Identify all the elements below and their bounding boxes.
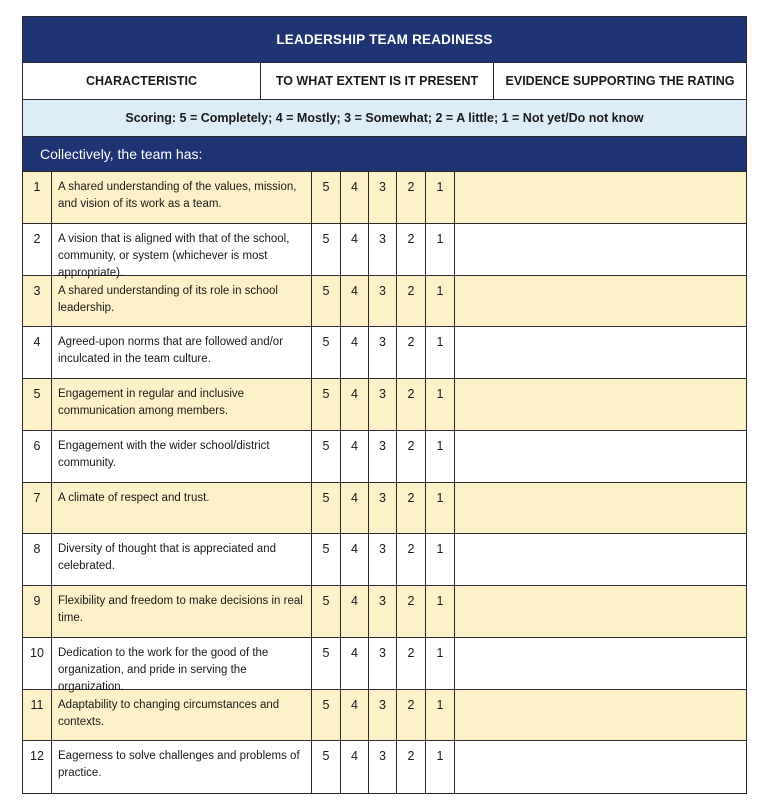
evidence-cell[interactable] [455,276,746,327]
score-option-3[interactable]: 3 [369,690,397,741]
score-option-4[interactable]: 4 [341,172,369,223]
row-number: 5 [23,379,52,430]
row-characteristic: Eagerness to solve challenges and problems of practice. [52,741,312,793]
table-row [23,690,746,742]
score-option-4[interactable]: 4 [341,638,369,689]
score-option-1[interactable]: 1 [426,586,455,637]
evidence-cell[interactable] [455,431,746,482]
evidence-cell[interactable] [455,379,746,430]
row-characteristic: A climate of respect and trust. [52,483,312,534]
row-number: 2 [23,224,52,275]
row-characteristic: Engagement in regular and inclusive communication among members. [52,379,312,430]
score-option-1[interactable]: 1 [426,379,455,430]
table-row [23,172,746,224]
evidence-cell[interactable] [455,741,746,793]
header-characteristic: CHARACTERISTIC [23,63,261,99]
score-option-3[interactable]: 3 [369,276,397,327]
score-option-1[interactable]: 1 [426,327,455,378]
score-option-5[interactable]: 5 [312,534,341,585]
evidence-cell[interactable] [455,690,746,741]
score-option-2[interactable]: 2 [397,327,426,378]
score-option-3[interactable]: 3 [369,431,397,482]
row-characteristic: Adaptability to changing circumstances and contexts. [52,690,312,741]
row-number: 10 [23,638,52,689]
score-option-1[interactable]: 1 [426,431,455,482]
row-characteristic: Diversity of thought that is appreciated and celebrated. [52,534,312,585]
header-extent: TO WHAT EXTENT IS IT PRESENT [261,63,494,99]
score-option-5[interactable]: 5 [312,638,341,689]
score-option-5[interactable]: 5 [312,327,341,378]
row-number: 8 [23,534,52,585]
score-option-4[interactable]: 4 [341,431,369,482]
score-option-3[interactable]: 3 [369,224,397,275]
score-option-1[interactable]: 1 [426,534,455,585]
score-option-5[interactable]: 5 [312,483,341,534]
table-row [23,276,746,328]
score-option-5[interactable]: 5 [312,379,341,430]
table-row [23,741,746,793]
score-option-1[interactable]: 1 [426,690,455,741]
score-option-2[interactable]: 2 [397,224,426,275]
score-option-4[interactable]: 4 [341,224,369,275]
score-option-2[interactable]: 2 [397,431,426,482]
score-option-4[interactable]: 4 [341,483,369,534]
row-characteristic: Agreed-upon norms that are followed and/or inculcated in the team culture. [52,327,312,378]
evidence-cell[interactable] [455,172,746,223]
score-option-4[interactable]: 4 [341,327,369,378]
score-option-1[interactable]: 1 [426,741,455,793]
score-option-2[interactable]: 2 [397,741,426,793]
header-evidence: EVIDENCE SUPPORTING THE RATING [505,74,735,88]
score-option-5[interactable]: 5 [312,741,341,793]
score-option-4[interactable]: 4 [341,741,369,793]
readiness-table [22,16,747,794]
score-option-1[interactable]: 1 [426,276,455,327]
score-option-5[interactable]: 5 [312,431,341,482]
row-characteristic: A vision that is aligned with that of the school, community, or system (whichever is most appropriate). [52,224,312,275]
score-option-2[interactable]: 2 [397,690,426,741]
evidence-cell[interactable] [455,483,746,534]
row-number: 4 [23,327,52,378]
score-option-2[interactable]: 2 [397,379,426,430]
score-option-2[interactable]: 2 [397,172,426,223]
score-option-3[interactable]: 3 [369,483,397,534]
row-number: 6 [23,431,52,482]
section-label: Collectively, the team has: [23,137,746,172]
table-row [23,431,746,483]
score-option-2[interactable]: 2 [397,483,426,534]
table-title: LEADERSHIP TEAM READINESS [23,17,746,63]
table-row [23,586,746,638]
score-option-3[interactable]: 3 [369,172,397,223]
score-option-2[interactable]: 2 [397,276,426,327]
score-option-3[interactable]: 3 [369,379,397,430]
evidence-cell[interactable] [455,586,746,637]
evidence-cell[interactable] [455,327,746,378]
evidence-cell[interactable] [455,638,746,689]
score-option-5[interactable]: 5 [312,690,341,741]
table-row [23,483,746,535]
score-option-4[interactable]: 4 [341,534,369,585]
row-characteristic: Dedication to the work for the good of the organization, and pride in serving the organization. [52,638,312,689]
evidence-cell[interactable] [455,224,746,275]
table-row [23,224,746,279]
score-option-3[interactable]: 3 [369,638,397,689]
score-option-3[interactable]: 3 [369,534,397,585]
row-number: 1 [23,172,52,223]
table-row [23,534,746,586]
table-row [23,379,746,431]
evidence-cell[interactable] [455,534,746,585]
score-option-4[interactable]: 4 [341,379,369,430]
score-option-1[interactable]: 1 [426,483,455,534]
score-option-5[interactable]: 5 [312,276,341,327]
score-option-2[interactable]: 2 [397,534,426,585]
table-row [23,638,746,693]
row-number: 9 [23,586,52,637]
score-option-5[interactable]: 5 [312,224,341,275]
score-option-3[interactable]: 3 [369,741,397,793]
score-option-4[interactable]: 4 [341,690,369,741]
row-number: 12 [23,741,52,793]
score-option-2[interactable]: 2 [397,638,426,689]
score-option-2[interactable]: 2 [397,586,426,637]
column-header-row [23,63,746,100]
row-characteristic: A shared understanding of the values, mission, and vision of its work as a team. [52,172,312,223]
score-option-1[interactable]: 1 [426,172,455,223]
scoring-key: Scoring: 5 = Completely; 4 = Mostly; 3 = Somewhat; 2 = A little; 1 = Not yet/Do not know [23,100,746,137]
row-number: 11 [23,690,52,741]
row-characteristic: Engagement with the wider school/district community. [52,431,312,482]
row-characteristic: A shared understanding of its role in school leadership. [52,276,312,327]
score-option-5[interactable]: 5 [312,172,341,223]
rows-container [23,172,746,793]
table-row [23,327,746,379]
score-option-4[interactable]: 4 [341,276,369,327]
row-characteristic: Flexibility and freedom to make decisions in real time. [52,586,312,637]
score-option-1[interactable]: 1 [426,638,455,689]
score-option-5[interactable]: 5 [312,586,341,637]
score-option-3[interactable]: 3 [369,327,397,378]
row-number: 7 [23,483,52,534]
score-option-4[interactable]: 4 [341,586,369,637]
score-option-3[interactable]: 3 [369,586,397,637]
row-number: 3 [23,276,52,327]
score-option-1[interactable]: 1 [426,224,455,275]
